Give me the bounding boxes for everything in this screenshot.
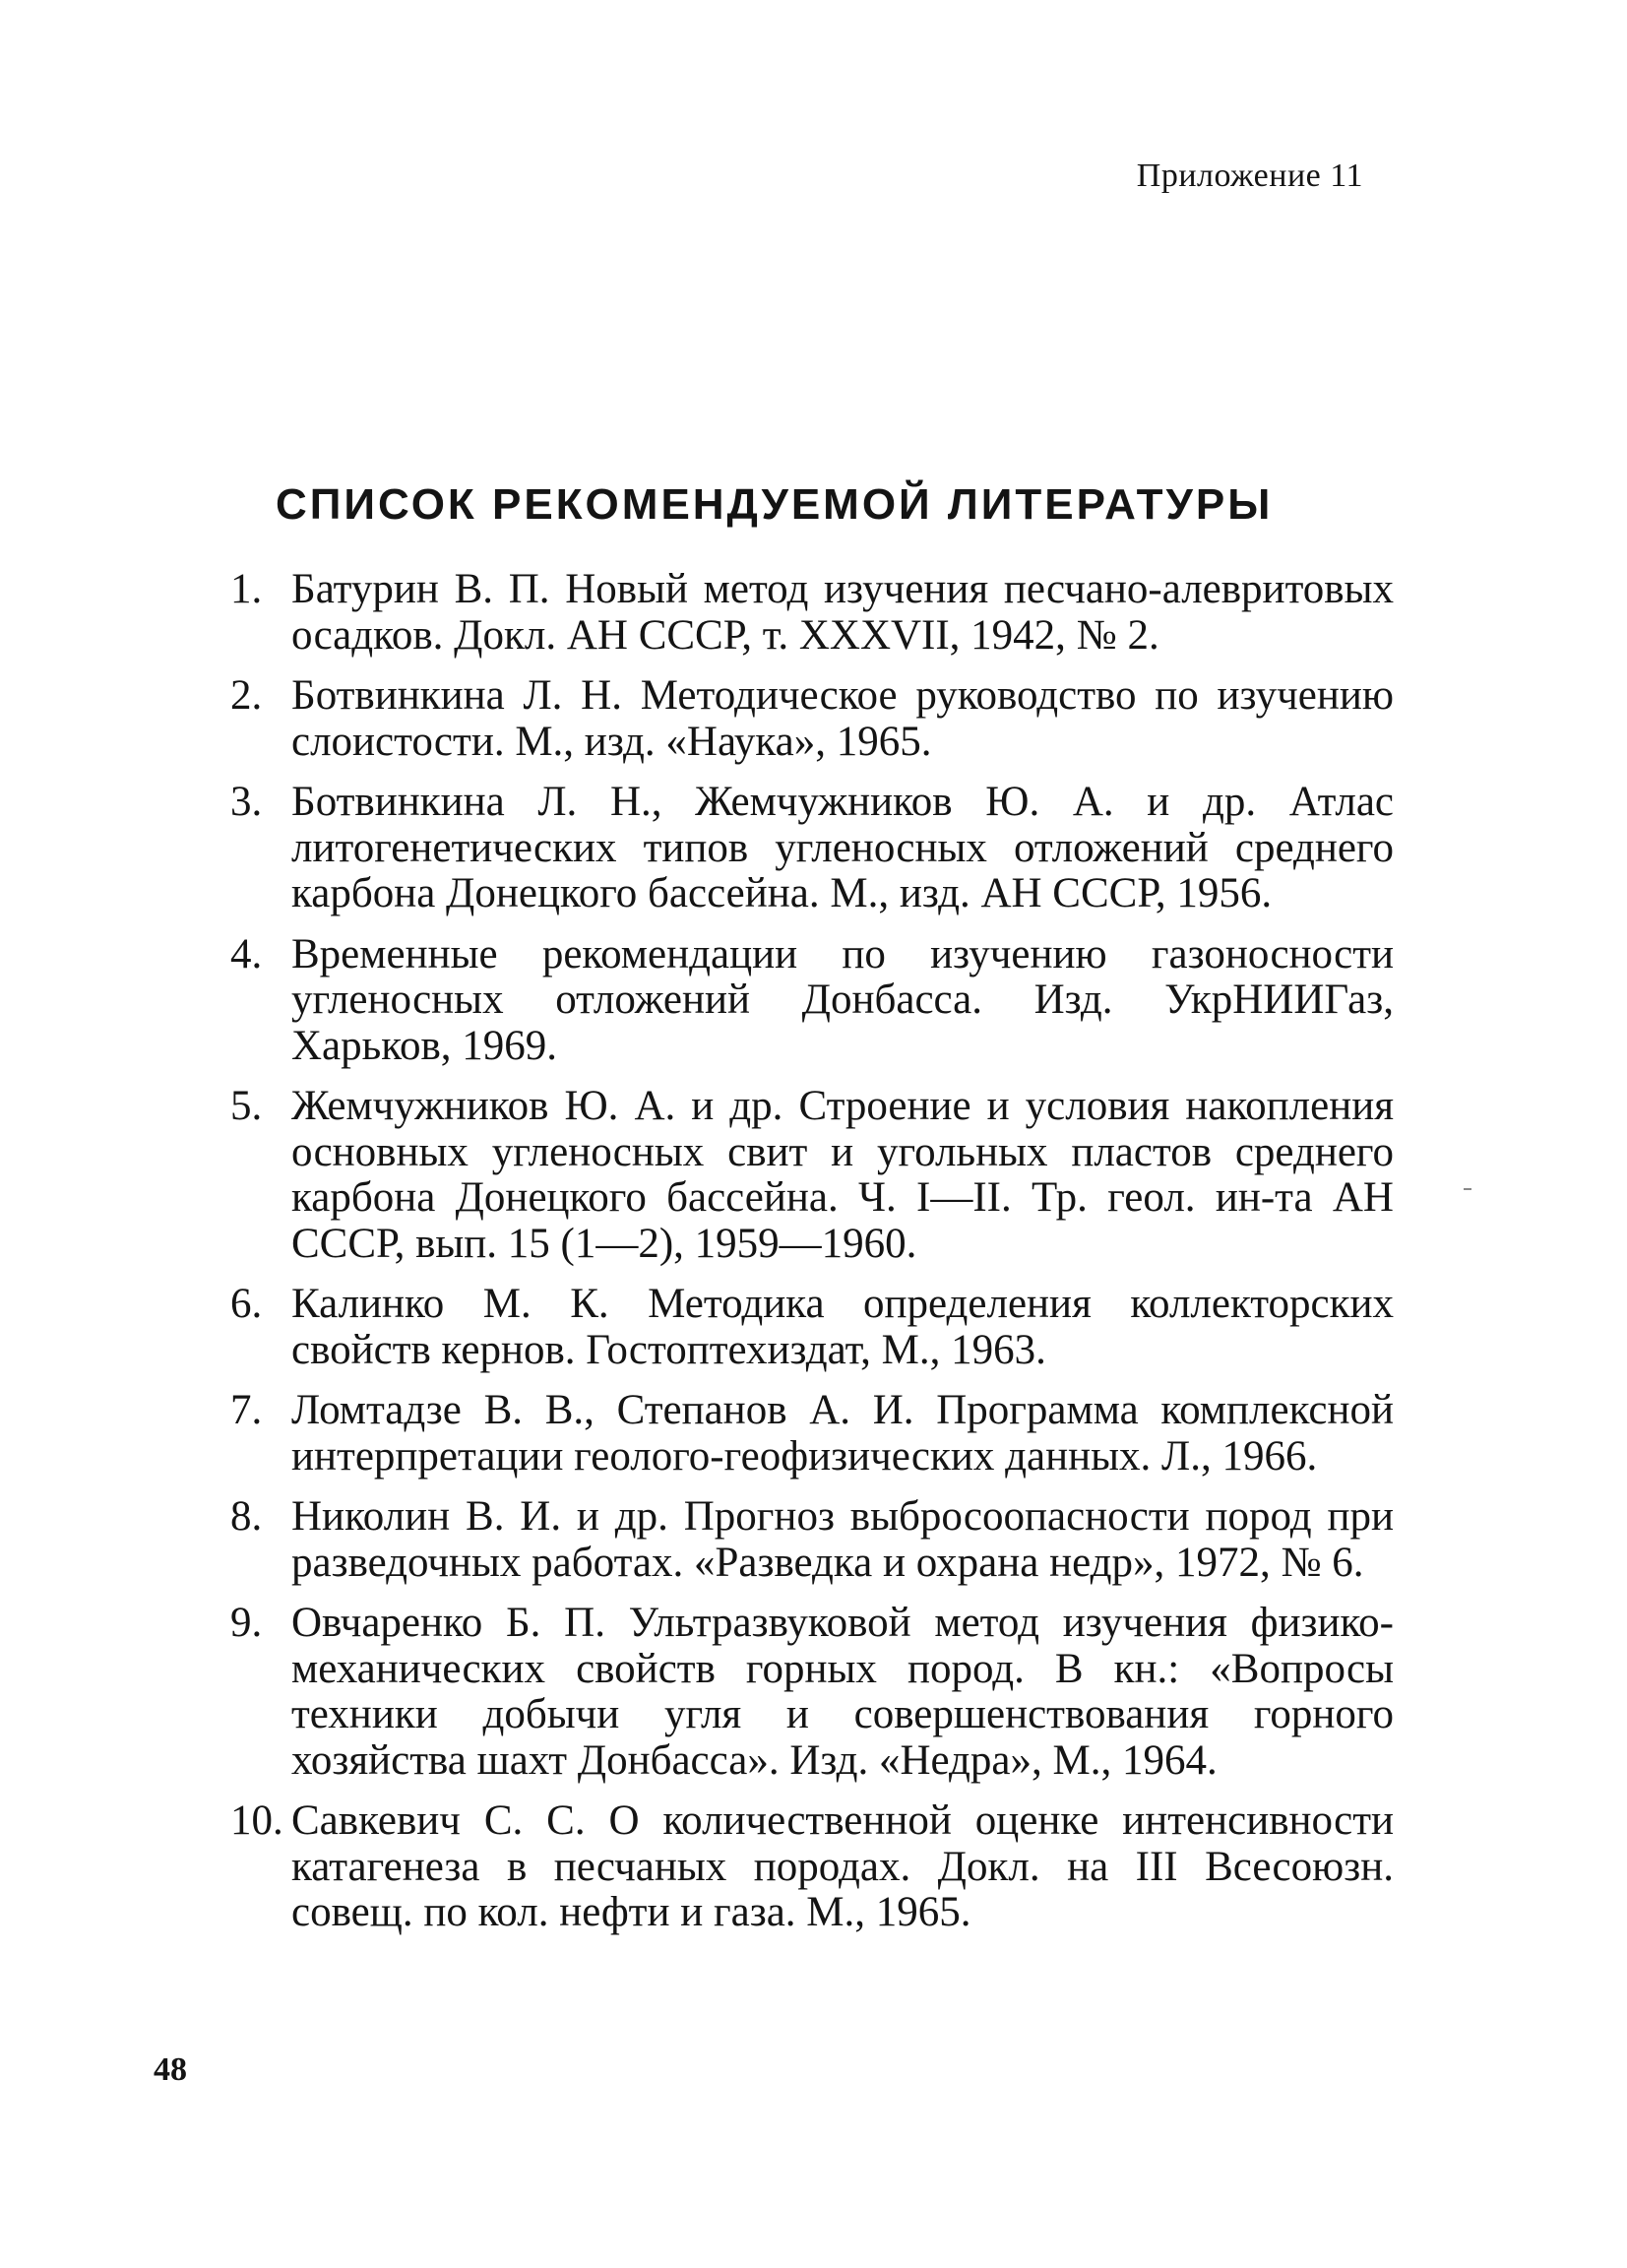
appendix-label: Приложение 11 xyxy=(1136,158,1363,194)
reference-item xyxy=(230,779,1394,917)
reference-text: Ботвинкина Л. Н. Методическое руководство по изучению слоистости. М., изд. «Наука», 1965. xyxy=(291,672,1394,765)
reference-item xyxy=(230,1797,1394,1936)
reference-text: Жемчужников Ю. А. и др. Строение и условия накопления основных угленосных свит и угольных пластов среднего карбона Донецкого бассейна. Ч. I—II. Тр. геол. ин-та АН СССР, вып. 15 (1—2), 1959—1960. xyxy=(291,1083,1394,1267)
reference-number: 6. xyxy=(230,1281,263,1327)
reference-item xyxy=(230,566,1394,659)
reference-item xyxy=(230,1387,1394,1480)
reference-number: 1. xyxy=(230,566,263,612)
reference-list xyxy=(230,566,1394,1951)
reference-item xyxy=(230,930,1394,1070)
reference-text: Николин В. И. и др. Прогноз выбросоопасности пород при разведочных работах. «Разведка и охрана недр», 1972, № 6. xyxy=(291,1493,1394,1586)
page-number: 48 xyxy=(154,2051,187,2088)
reference-text: Калинко М. К. Методика определения коллекторских свойств кернов. Гостоптехиздат, М., 1963. xyxy=(291,1281,1394,1373)
reference-number: 9. xyxy=(230,1600,263,1646)
margin-mark xyxy=(1464,1188,1471,1190)
reference-number: 8. xyxy=(230,1493,263,1540)
reference-item xyxy=(230,672,1394,765)
reference-number: 7. xyxy=(230,1387,263,1433)
reference-number: 4. xyxy=(230,930,263,977)
reference-text: Ботвинкина Л. Н., Жемчужников Ю. А. и др. Атлас литогенетических типов угленосных отложений среднего карбона Донецкого бассейна. М., изд. АН СССР, 1956. xyxy=(291,779,1394,916)
reference-item xyxy=(230,1600,1394,1784)
reference-text: Ломтадзе В. В., Степанов А. И. Программа комплексной интерпретации геолого-геофизических данных. Л., 1966. xyxy=(291,1387,1394,1480)
reference-number: 2. xyxy=(230,672,263,719)
reference-text: Савкевич С. С. О количественной оценке интенсивности катагенеза в песчаных породах. Докл. на III Всесоюзн. совещ. по кол. нефти и газа. М., 1965. xyxy=(291,1797,1394,1935)
reference-item xyxy=(230,1281,1394,1373)
reference-number: 5. xyxy=(230,1083,263,1129)
reference-item xyxy=(230,1493,1394,1586)
reference-text: Батурин В. П. Новый метод изучения песчано-алевритовых осадков. Докл. АН СССР, т. XXXVII, 1942, № 2. xyxy=(291,566,1394,659)
reference-text: Овчаренко Б. П. Ультразвуковой метод изучения физико-механических свойств горных пород. В кн.: «Вопросы техники добычи угля и совершенствования горного хозяйства шахт Донбасса». Изд. «Недра», М., 1964. xyxy=(291,1600,1394,1784)
reference-number: 3. xyxy=(230,779,263,825)
reference-text: Временные рекомендации по изучению газоносности угленосных отложений Донбасса. Изд. УкрНИИГаз, Харьков, 1969. xyxy=(291,930,1394,1069)
reference-item xyxy=(230,1083,1394,1267)
page-title: СПИСОК РЕКОМЕНДУЕМОЙ ЛИТЕРАТУРЫ xyxy=(276,480,1274,529)
reference-number: 10. xyxy=(230,1797,283,1844)
